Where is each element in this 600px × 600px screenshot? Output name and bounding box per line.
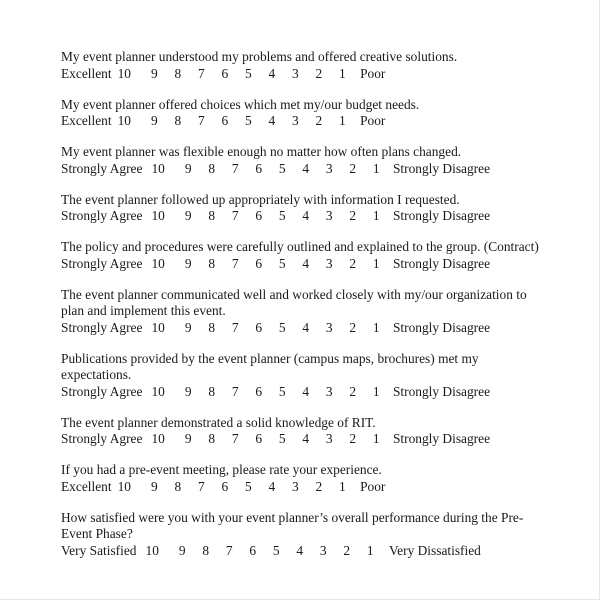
scale-value-8[interactable]: 8 bbox=[208, 208, 216, 223]
rating-scale bbox=[61, 384, 581, 401]
scale-value-7[interactable]: 7 bbox=[231, 208, 239, 223]
scale-right-label: Strongly Disagree bbox=[392, 319, 491, 335]
scale-value-4[interactable]: 4 bbox=[302, 431, 310, 446]
scale-value-6[interactable]: 6 bbox=[255, 255, 263, 271]
scale-value-3[interactable]: 3 bbox=[325, 255, 333, 271]
scale-value-3[interactable]: 3 bbox=[325, 160, 333, 176]
question-text: My event planner understood my problems and offered creative solutions. bbox=[61, 49, 458, 64]
rating-scale bbox=[61, 113, 581, 130]
scale-value-6[interactable]: 6 bbox=[255, 431, 263, 446]
survey-question bbox=[61, 239, 581, 272]
scale-value-10[interactable]: 10 bbox=[151, 431, 165, 446]
scale-value-8[interactable]: 8 bbox=[208, 255, 216, 271]
scale-value-9[interactable]: 9 bbox=[184, 255, 192, 271]
scale-value-9[interactable]: 9 bbox=[178, 542, 186, 558]
rating-scale bbox=[61, 256, 581, 273]
question-text: My event planner offered choices which met my/our budget needs. bbox=[61, 96, 420, 112]
rating-scale bbox=[61, 479, 581, 496]
scale-value-8[interactable]: 8 bbox=[208, 160, 216, 176]
scale-value-8[interactable]: 8 bbox=[202, 542, 210, 558]
scale-value-10[interactable]: 10 bbox=[151, 160, 165, 176]
scale-value-10[interactable]: 10 bbox=[151, 383, 165, 399]
survey-questions bbox=[61, 49, 581, 559]
question-text: The event planner demonstrated a solid knowledge of RIT. bbox=[61, 414, 376, 430]
scale-value-6[interactable]: 6 bbox=[255, 208, 263, 223]
scale-right-label: Poor bbox=[360, 113, 386, 128]
scale-value-8[interactable]: 8 bbox=[174, 65, 182, 81]
survey-question bbox=[61, 192, 581, 225]
survey-question bbox=[61, 415, 581, 448]
scale-value-9[interactable]: 9 bbox=[184, 160, 192, 176]
scale-value-1[interactable]: 1 bbox=[338, 478, 346, 494]
scale-value-6[interactable]: 6 bbox=[221, 478, 229, 494]
scale-left-label: Excellent bbox=[61, 478, 112, 494]
scale-right-label: Strongly Disagree bbox=[392, 255, 491, 271]
scale-value-7[interactable]: 7 bbox=[197, 478, 205, 494]
scale-value-4[interactable]: 4 bbox=[302, 255, 310, 271]
scale-value-5[interactable]: 5 bbox=[278, 160, 286, 176]
scale-value-1[interactable]: 1 bbox=[372, 160, 380, 176]
scale-value-3[interactable]: 3 bbox=[325, 319, 333, 335]
scale-value-3[interactable]: 3 bbox=[291, 478, 299, 494]
scale-value-5[interactable]: 5 bbox=[278, 431, 286, 446]
scale-value-3[interactable]: 3 bbox=[325, 383, 333, 399]
scale-value-3[interactable]: 3 bbox=[325, 431, 333, 446]
scale-value-8[interactable]: 8 bbox=[208, 431, 216, 446]
scale-value-9[interactable]: 9 bbox=[184, 383, 192, 399]
scale-value-8[interactable]: 8 bbox=[174, 113, 182, 128]
scale-value-1[interactable]: 1 bbox=[372, 255, 380, 271]
survey-question bbox=[61, 97, 581, 130]
scale-value-2[interactable]: 2 bbox=[349, 255, 357, 271]
scale-value-10[interactable]: 10 bbox=[151, 208, 165, 223]
scale-right-label: Poor bbox=[360, 478, 386, 494]
scale-value-2[interactable]: 2 bbox=[315, 478, 323, 494]
scale-value-9[interactable]: 9 bbox=[184, 431, 192, 446]
scale-left-label: Strongly Agree bbox=[61, 383, 143, 399]
scale-value-5[interactable]: 5 bbox=[244, 113, 252, 128]
scale-left-label: Strongly Agree bbox=[61, 208, 143, 223]
scale-value-8[interactable]: 8 bbox=[208, 319, 216, 335]
scale-value-5[interactable]: 5 bbox=[278, 255, 286, 271]
scale-value-4[interactable]: 4 bbox=[268, 65, 276, 81]
scale-value-9[interactable]: 9 bbox=[150, 65, 158, 81]
scale-value-1[interactable]: 1 bbox=[338, 113, 346, 128]
rating-scale bbox=[61, 66, 581, 83]
scale-value-1[interactable]: 1 bbox=[366, 542, 374, 558]
rating-scale bbox=[61, 161, 581, 178]
scale-value-4[interactable]: 4 bbox=[302, 208, 310, 223]
scale-value-10[interactable]: 10 bbox=[151, 255, 165, 271]
scale-value-9[interactable]: 9 bbox=[150, 113, 158, 128]
scale-value-2[interactable]: 2 bbox=[349, 160, 357, 176]
scale-value-6[interactable]: 6 bbox=[255, 160, 263, 176]
scale-value-2[interactable]: 2 bbox=[349, 383, 357, 399]
scale-value-5[interactable]: 5 bbox=[278, 208, 286, 223]
survey-question bbox=[61, 351, 581, 401]
survey-question bbox=[61, 510, 581, 560]
survey-question bbox=[61, 144, 581, 177]
survey-question bbox=[61, 49, 581, 82]
scale-value-5[interactable]: 5 bbox=[272, 542, 280, 558]
scale-value-7[interactable]: 7 bbox=[231, 431, 239, 446]
question-text: The event planner followed up appropriately with information I requested. bbox=[61, 191, 460, 207]
scale-value-2[interactable]: 2 bbox=[315, 65, 323, 81]
scale-left-label: Excellent bbox=[61, 113, 112, 128]
scale-value-5[interactable]: 5 bbox=[244, 478, 252, 494]
scale-right-label: Strongly Disagree bbox=[392, 431, 491, 446]
scale-value-4[interactable]: 4 bbox=[302, 383, 310, 399]
scale-value-3[interactable]: 3 bbox=[319, 542, 327, 558]
scale-value-2[interactable]: 2 bbox=[349, 208, 357, 223]
rating-scale bbox=[61, 431, 581, 448]
scale-value-5[interactable]: 5 bbox=[278, 319, 286, 335]
scale-value-4[interactable]: 4 bbox=[268, 113, 276, 128]
scale-left-label: Strongly Agree bbox=[61, 431, 143, 446]
scale-value-8[interactable]: 8 bbox=[174, 478, 182, 494]
scale-value-1[interactable]: 1 bbox=[372, 431, 380, 446]
scale-value-3[interactable]: 3 bbox=[325, 208, 333, 223]
scale-value-6[interactable]: 6 bbox=[255, 319, 263, 335]
scale-value-4[interactable]: 4 bbox=[268, 478, 276, 494]
scale-value-10[interactable]: 10 bbox=[151, 319, 165, 335]
scale-left-label: Very Satisfied bbox=[61, 542, 137, 558]
scale-value-4[interactable]: 4 bbox=[296, 542, 304, 558]
scale-value-5[interactable]: 5 bbox=[278, 383, 286, 399]
question-text: If you had a pre-event meeting, please rate your experience. bbox=[61, 462, 382, 477]
scale-value-7[interactable]: 7 bbox=[197, 65, 205, 81]
scale-value-1[interactable]: 1 bbox=[338, 65, 346, 81]
scale-value-4[interactable]: 4 bbox=[302, 319, 310, 335]
survey-question bbox=[61, 462, 581, 495]
scale-value-2[interactable]: 2 bbox=[343, 542, 351, 558]
scale-value-6[interactable]: 6 bbox=[221, 65, 229, 81]
scale-value-1[interactable]: 1 bbox=[372, 383, 380, 399]
question-text: My event planner was flexible enough no matter how often plans changed. bbox=[61, 144, 462, 159]
scale-value-10[interactable]: 10 bbox=[117, 65, 131, 81]
scale-value-2[interactable]: 2 bbox=[349, 319, 357, 335]
scale-right-label: Poor bbox=[360, 65, 386, 81]
scale-left-label: Strongly Agree bbox=[61, 255, 143, 271]
scale-value-5[interactable]: 5 bbox=[244, 65, 252, 81]
scale-left-label: Strongly Agree bbox=[61, 319, 143, 335]
question-text: How satisfied were you with your event planner’s overall performance during the Pre- Event Phase? bbox=[61, 509, 524, 541]
scale-value-6[interactable]: 6 bbox=[255, 383, 263, 399]
scale-value-7[interactable]: 7 bbox=[231, 255, 239, 271]
scale-right-label: Very Dissatisfied bbox=[389, 542, 481, 558]
scale-right-label: Strongly Disagree bbox=[392, 208, 491, 223]
scale-value-3[interactable]: 3 bbox=[291, 113, 299, 128]
rating-scale bbox=[61, 208, 581, 225]
scale-value-8[interactable]: 8 bbox=[208, 383, 216, 399]
scale-right-label: Strongly Disagree bbox=[392, 160, 491, 176]
scale-value-1[interactable]: 1 bbox=[372, 208, 380, 223]
scale-value-10[interactable]: 10 bbox=[117, 478, 131, 494]
question-text: The event planner communicated well and worked closely with my/our organization to plan and implement this event. bbox=[61, 286, 527, 318]
scale-value-6[interactable]: 6 bbox=[221, 113, 229, 128]
scale-value-2[interactable]: 2 bbox=[315, 113, 323, 128]
scale-left-label: Strongly Agree bbox=[61, 160, 143, 176]
survey-question bbox=[61, 287, 581, 337]
scale-value-1[interactable]: 1 bbox=[372, 319, 380, 335]
question-text: The policy and procedures were carefully outlined and explained to the group. (Contract) bbox=[61, 239, 539, 254]
scale-value-4[interactable]: 4 bbox=[302, 160, 310, 176]
scale-value-6[interactable]: 6 bbox=[249, 542, 257, 558]
scale-value-9[interactable]: 9 bbox=[184, 319, 192, 335]
rating-scale bbox=[61, 320, 581, 337]
question-text: Publications provided by the event planner (campus maps, brochures) met my expectations. bbox=[61, 350, 479, 382]
scale-value-7[interactable]: 7 bbox=[231, 160, 239, 176]
scale-value-9[interactable]: 9 bbox=[184, 208, 192, 223]
scale-value-10[interactable]: 10 bbox=[117, 113, 131, 128]
scale-value-7[interactable]: 7 bbox=[225, 542, 233, 558]
scale-value-10[interactable]: 10 bbox=[145, 542, 159, 558]
scale-value-7[interactable]: 7 bbox=[231, 319, 239, 335]
scale-right-label: Strongly Disagree bbox=[392, 383, 491, 399]
scale-value-2[interactable]: 2 bbox=[349, 431, 357, 446]
scale-left-label: Excellent bbox=[61, 65, 112, 81]
scale-value-9[interactable]: 9 bbox=[150, 478, 158, 494]
scale-value-7[interactable]: 7 bbox=[231, 383, 239, 399]
scale-value-3[interactable]: 3 bbox=[291, 65, 299, 81]
rating-scale bbox=[61, 543, 581, 560]
scale-value-7[interactable]: 7 bbox=[197, 113, 205, 128]
